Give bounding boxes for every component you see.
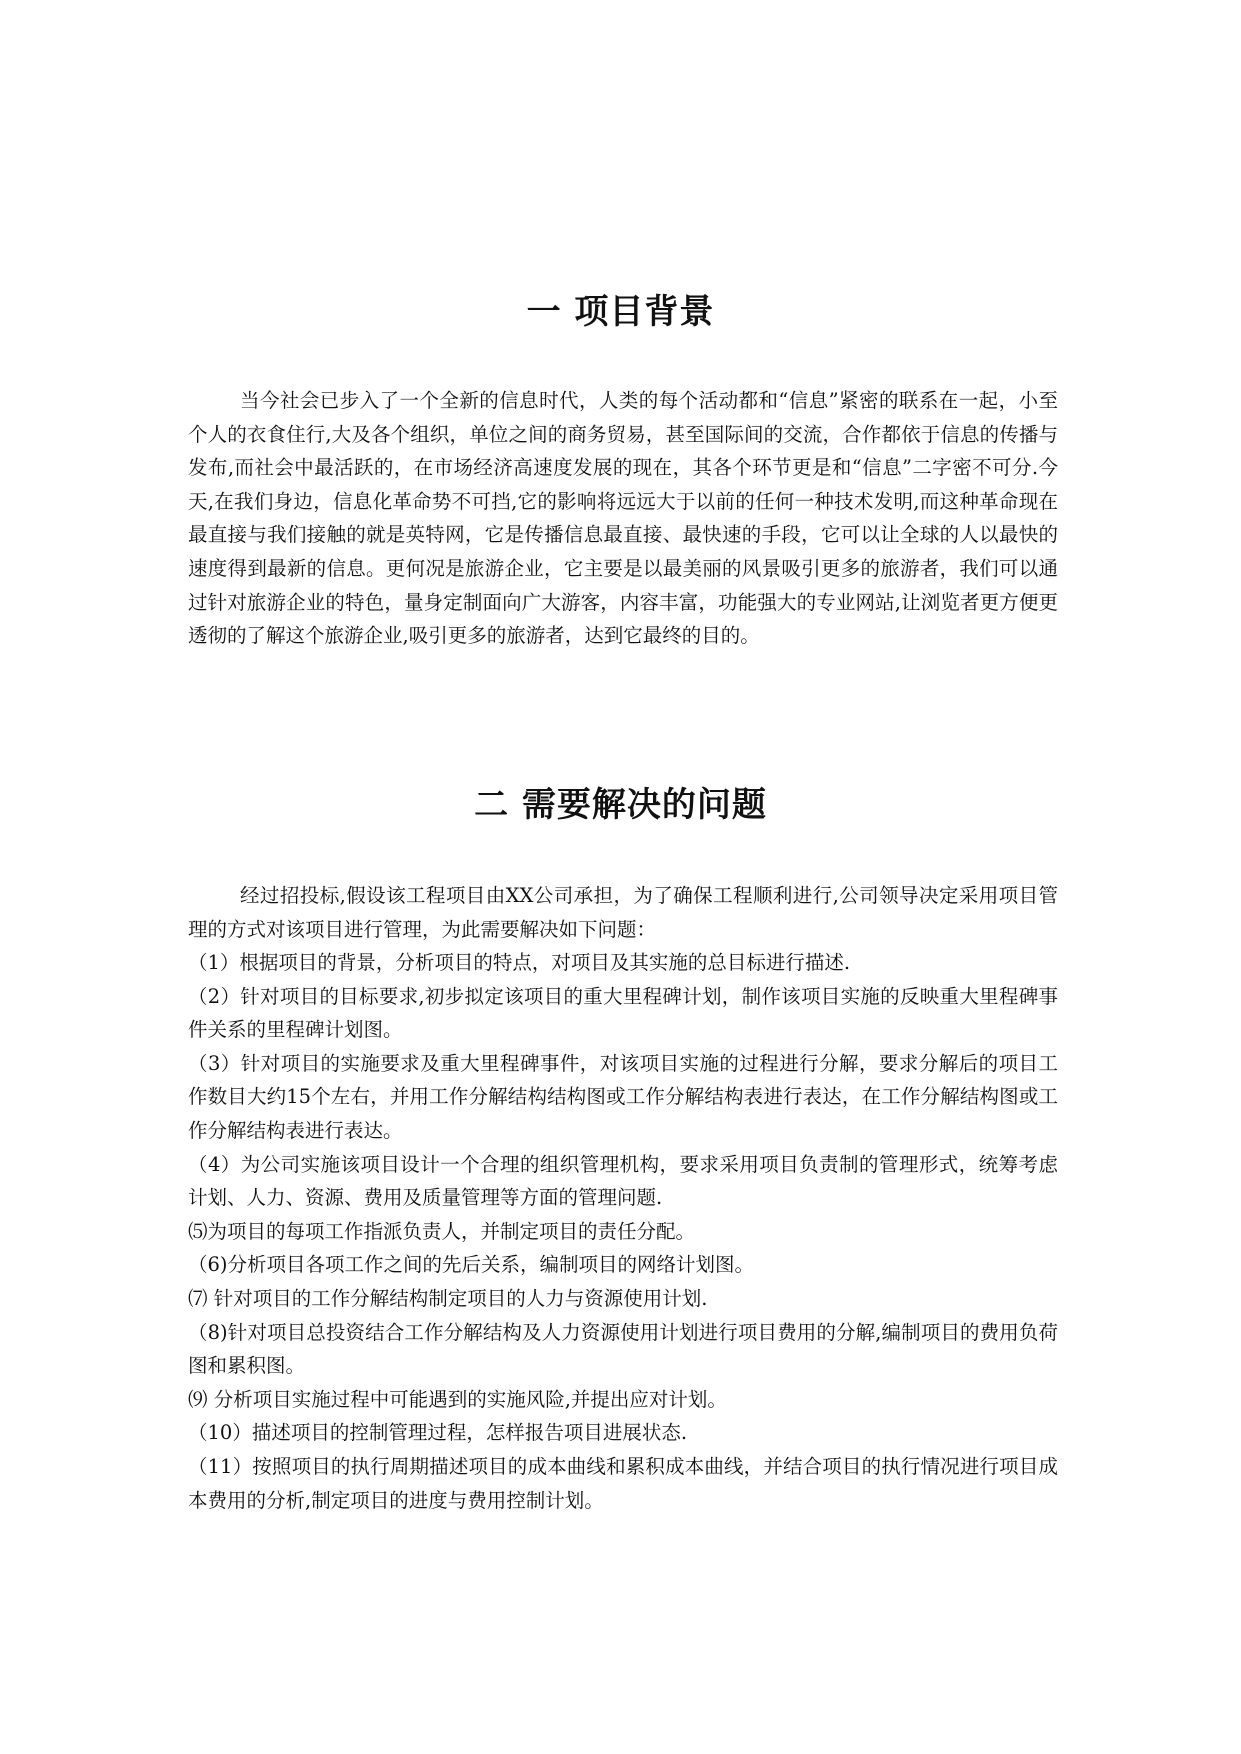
list-item: （11）按照项目的执行周期描述项目的成本曲线和累积成本曲线，并结合项目的执行情况进行项目成本费用的分析,制定项目的进度与费用控制计划。: [188, 1454, 1058, 1512]
list-item: （8)针对项目总投资结合工作分解结构及人力资源使用计划进行项目费用的分解,编制项目的费用负荷图和累积图。: [188, 1320, 1058, 1378]
list-item: （1）根据项目的背景，分析项目的特点，对项目及其实施的总目标进行描述.: [188, 951, 851, 974]
list-item: ⑸为项目的每项工作指派负责人，并制定项目的责任分配。: [188, 1219, 696, 1243]
list-item: （3）针对项目的实施要求及重大里程碑事件，对该项目实施的过程进行分解，要求分解后的项目工作数目大约15个左右，并用工作分解结构结构图或工作分解结构表进行表达，在工作分解结构图或工作分解结构表进行表达。: [188, 1051, 1058, 1142]
list-item: （2）针对项目的目标要求,初步拟定该项目的重大里程碑计划，制作该项目实施的反映重大里程碑事件关系的里程碑计划图。: [188, 984, 1058, 1042]
list-item: （10）描述项目的控制管理过程，怎样报告项目进展状态.: [188, 1421, 688, 1445]
section-title-background: 一 项目背景: [526, 292, 715, 332]
list-item: （4）为公司实施该项目设计一个合理的组织管理机构，要求采用项目负责制的管理形式，统筹考虑计划、人力、资源、费用及质量管理等方面的管理问题.: [188, 1152, 1058, 1210]
background-paragraph: 当今社会已步入了一个全新的信息时代，人类的每个活动都和“信息”紧密的联系在一起，小至个人的衣食住行,大及各个组织，单位之间的商务贸易，甚至国际间的交流，合作都依于信息的传播与发布,而社会中最活跃的，在市场经济高速度发展的现在，其各个环节更是和“信息”二字密不可分.今天,在我们身边，信息化革命势不可挡,它的影响将远远大于以前的任何一种技术发明,而这种革命现在最直接与我们接触的就是英特网，它是传播信息最直接、最快速的手段，它可以让全球的人以最快的速度得到最新的信息。更何况是旅游企业，它主要是以最美丽的风景吸引更多的旅游者，我们可以通过针对旅游企业的特色，量身定制面向广大游客，内容丰富，功能强大的专业网站,让浏览者更方便更透彻的了解这个旅游企业,吸引更多的旅游者，达到它最终的目的。: [188, 389, 1058, 648]
section-title-problems: 二 需要解决的问题: [474, 785, 767, 825]
list-item: ⑺ 针对项目的工作分解结构制定项目的人力与资源使用计划.: [188, 1286, 708, 1310]
list-item: ⑼ 分析项目实施过程中可能遇到的实施风险,并提出应对计划。: [188, 1387, 727, 1411]
list-item: （6)分析项目各项工作之间的先后关系，编制项目的网络计划图。: [188, 1253, 755, 1277]
problems-list: [188, 946, 1058, 1517]
problems-intro-paragraph: 经过招投标,假设该工程项目由XX公司承担，为了确保工程顺利进行,公司领导决定采用项目管理的方式对该项目进行管理，为此需要解决如下问题：: [188, 884, 1058, 941]
